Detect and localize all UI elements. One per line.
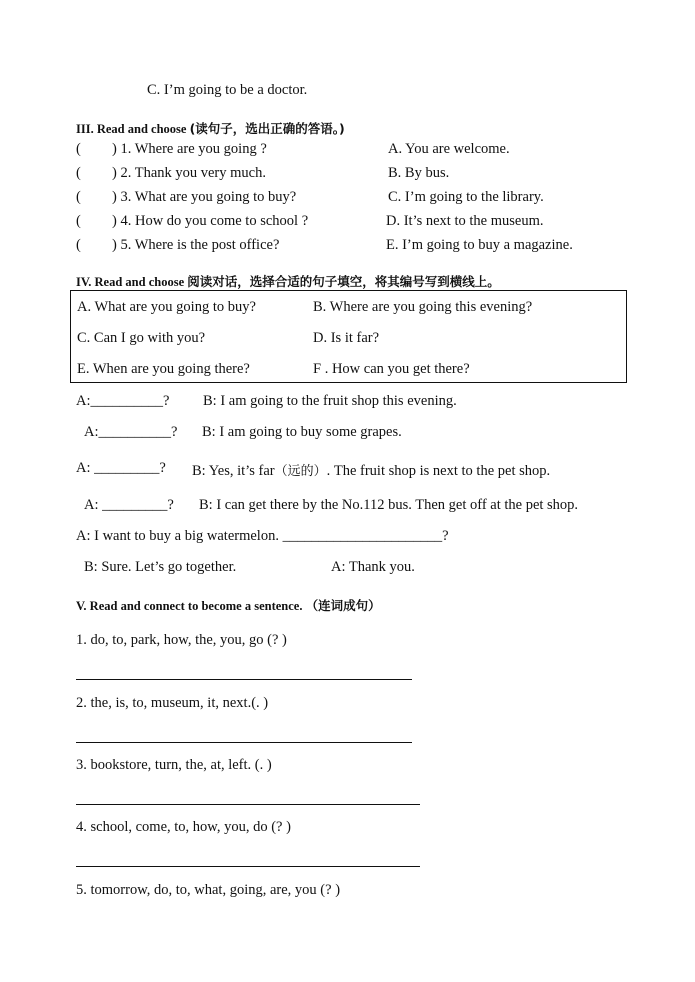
option-item: E. When are you going there? xyxy=(77,361,250,377)
answer-option: E. I’m going to buy a magazine. xyxy=(386,237,573,253)
dialogue-line-b: B: I am going to buy some grapes. xyxy=(202,424,402,440)
section-3-heading xyxy=(76,119,345,137)
word-scramble-item: 3. bookstore, turn, the, at, left. (. ) xyxy=(76,757,272,773)
section-4-heading-cn: 阅读对话，选择合适的句子填空，将其编号写到横线上。 xyxy=(187,274,500,289)
dialogue-line-a: A: Thank you. xyxy=(331,559,415,575)
answer-line[interactable] xyxy=(76,804,420,805)
word-scramble-item: 2. the, is, to, museum, it, next.(. ) xyxy=(76,695,269,711)
section-4-heading xyxy=(76,272,500,290)
word-scramble-item: 4. school, come, to, how, you, do (? ) xyxy=(76,819,291,835)
answer-paren[interactable]: ( xyxy=(76,141,81,157)
section-5-heading-en: V. Read and connect to become a sentence. xyxy=(76,599,303,613)
answer-option: A. You are welcome. xyxy=(388,141,510,157)
section-3-heading-cn: (读句子，选出正确的答语。) xyxy=(189,121,345,136)
section-3-heading-en: III. Read and choose xyxy=(76,122,190,136)
answer-line[interactable] xyxy=(76,866,420,867)
option-item: C. Can I go with you? xyxy=(77,330,206,346)
answer-line[interactable] xyxy=(76,742,412,743)
dialogue-line-b: B: I can get there by the No.112 bus. Then get off at the pet shop. xyxy=(199,497,579,513)
dialogue-blank-a[interactable]: A: _________? xyxy=(76,460,166,476)
question-item: ) 1. Where are you going ? xyxy=(112,141,267,157)
question-option-c: C. I’m going to be a doctor. xyxy=(147,82,308,98)
answer-option: B. By bus. xyxy=(388,165,450,181)
word-scramble-item: 1. do, to, park, how, the, you, go (? ) xyxy=(76,632,287,648)
dialogue-line-a[interactable]: A: I want to buy a big watermelon. ______________________? xyxy=(76,528,449,544)
chinese-gloss: （远的） xyxy=(274,464,327,479)
section-5-heading-cn: （连词成句） xyxy=(305,598,381,613)
word-scramble-item: 5. tomorrow, do, to, what, going, are, you (? ) xyxy=(76,882,341,898)
dialogue-blank-a[interactable]: A:__________? xyxy=(76,393,170,409)
dialogue-blank-a[interactable]: A:__________? xyxy=(84,424,178,440)
dialogue-line-b: B: Yes, it’s far（远的）. The fruit shop is next to the pet shop. xyxy=(192,463,551,479)
question-item: ) 2. Thank you very much. xyxy=(112,165,266,181)
section-4-heading-en: IV. Read and choose xyxy=(76,275,188,289)
section-5-heading xyxy=(76,596,381,614)
option-item: B. Where are you going this evening? xyxy=(313,299,533,315)
answer-line[interactable] xyxy=(76,679,412,680)
dialogue-blank-a[interactable]: A: _________? xyxy=(84,497,174,513)
answer-paren[interactable]: ( xyxy=(76,165,81,181)
dialogue-line-b: B: I am going to the fruit shop this evening. xyxy=(203,393,457,409)
question-item: ) 3. What are you going to buy? xyxy=(112,189,297,205)
question-item: ) 4. How do you come to school ? xyxy=(112,213,309,229)
answer-option: D. It’s next to the museum. xyxy=(386,213,544,229)
answer-paren[interactable]: ( xyxy=(76,237,81,253)
answer-paren[interactable]: ( xyxy=(76,189,81,205)
dialogue-line-b: B: Sure. Let’s go together. xyxy=(84,559,237,575)
option-item: A. What are you going to buy? xyxy=(77,299,256,315)
option-item: D. Is it far? xyxy=(313,330,380,346)
question-item: ) 5. Where is the post office? xyxy=(112,237,280,253)
answer-option: C. I’m going to the library. xyxy=(388,189,544,205)
option-item: F . How can you get there? xyxy=(313,361,470,377)
answer-paren[interactable]: ( xyxy=(76,213,81,229)
